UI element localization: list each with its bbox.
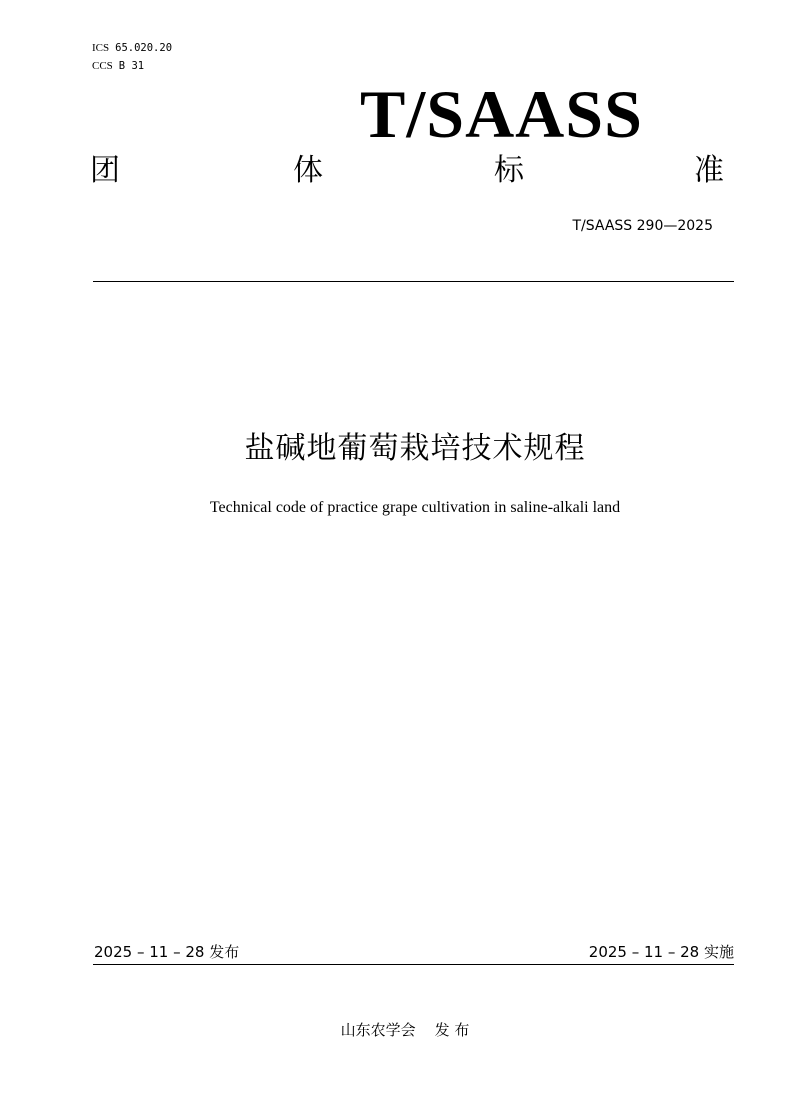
ccs-value: B 31 <box>118 60 145 72</box>
standard-type-char: 标 <box>494 153 524 188</box>
organization-logo: T/SAASS <box>360 76 643 152</box>
implementation-date: 2025 – 11 – 28 实施 <box>588 943 734 961</box>
header-divider <box>93 281 734 282</box>
standard-number: T/SAASS 290—2025 <box>572 218 713 234</box>
ics-label: ICS <box>92 42 110 54</box>
ccs-code <box>92 59 144 73</box>
standard-type-char: 体 <box>293 153 323 188</box>
ccs-label: CCS <box>92 60 113 72</box>
ics-code <box>92 41 172 55</box>
footer-divider <box>93 964 734 965</box>
publisher: 山东农学会 发 布 <box>340 1021 470 1039</box>
standard-type-char: 准 <box>694 153 724 188</box>
release-date: 2025 – 11 – 28 发布 <box>94 943 240 961</box>
standard-type-char: 团 <box>90 153 120 188</box>
document-title-en: Technical code of practice grape cultivation in saline-alkali land <box>209 499 621 516</box>
ics-value: 65.020.20 <box>115 42 173 54</box>
document-title-cn: 盐碱地葡萄栽培技术规程 <box>244 431 586 466</box>
